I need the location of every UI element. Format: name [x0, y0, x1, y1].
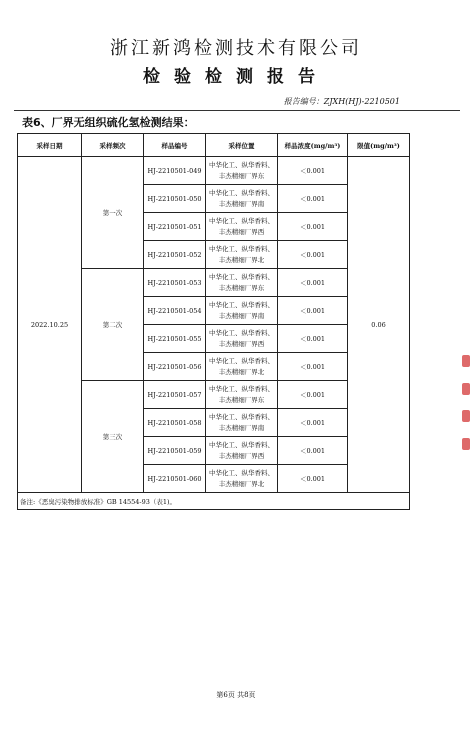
location-line: 中华化工、纵华香料、: [209, 300, 274, 309]
sampling-location: [206, 213, 278, 241]
location-line: 丰杰精细厂界北: [218, 255, 265, 264]
location-line: 中华化工、纵华香料、: [209, 384, 274, 393]
header-divider: [14, 110, 460, 111]
location-line: 中华化工、纵华香料、: [209, 244, 274, 253]
sample-id: HJ-2210501-053: [144, 269, 206, 297]
location-line: 中华化工、纵华香料、: [209, 272, 274, 281]
sample-id: HJ-2210501-054: [144, 297, 206, 325]
sample-id: HJ-2210501-050: [144, 185, 206, 213]
seal-mark: [462, 410, 470, 422]
sample-id: HJ-2210501-051: [144, 213, 206, 241]
location-line: 中华化工、纵华香料、: [209, 216, 274, 225]
sampling-location: [206, 465, 278, 493]
sample-concentration: ＜0.001: [278, 465, 348, 493]
seal-mark: [462, 355, 470, 367]
sample-id: HJ-2210501-049: [144, 157, 206, 185]
report-number: 报告编号：ZJXH(HJ)-2210501: [283, 97, 400, 106]
sampling-location: [206, 437, 278, 465]
sampling-frequency: 第一次: [82, 157, 144, 269]
location-line: 丰杰精细厂界东: [218, 283, 265, 292]
report-title: 检验检测报告: [143, 67, 329, 87]
location-line: 丰杰精细厂界北: [218, 367, 265, 376]
sample-concentration: ＜0.001: [278, 409, 348, 437]
location-line: 丰杰精细厂界西: [218, 227, 265, 236]
sample-id: HJ-2210501-059: [144, 437, 206, 465]
sample-concentration: ＜0.001: [278, 213, 348, 241]
sample-concentration: ＜0.001: [278, 157, 348, 185]
location-line: 中华化工、纵华香料、: [209, 160, 274, 169]
sampling-location: [206, 297, 278, 325]
location-line: 丰杰精细厂界东: [218, 395, 265, 404]
section-title: 表6、厂界无组织硫化氢检测结果：: [22, 116, 195, 129]
sample-date: 2022.10.25: [18, 157, 82, 493]
sample-concentration: ＜0.001: [278, 381, 348, 409]
sample-id: HJ-2210501-060: [144, 465, 206, 493]
seal-mark: [462, 438, 470, 450]
company-name: 浙江新鸿检测技术有限公司: [110, 38, 362, 59]
location-line: 中华化工、纵华香料、: [209, 356, 274, 365]
location-line: 丰杰精细厂界西: [218, 339, 265, 348]
location-line: 中华化工、纵华香料、: [209, 412, 274, 421]
location-line: 丰杰精细厂界北: [218, 479, 265, 488]
column-header: 采样位置: [206, 134, 278, 157]
location-line: 中华化工、纵华香料、: [209, 188, 274, 197]
sampling-location: [206, 409, 278, 437]
sampling-location: [206, 185, 278, 213]
location-line: 丰杰精细厂界南: [218, 311, 265, 320]
sampling-location: [206, 241, 278, 269]
table-header-row: [18, 134, 410, 157]
sampling-location: [206, 157, 278, 185]
sample-id: HJ-2210501-058: [144, 409, 206, 437]
location-line: 丰杰精细厂界西: [218, 451, 265, 460]
location-line: 中华化工、纵华香料、: [209, 440, 274, 449]
results-table: [17, 133, 410, 510]
sampling-location: [206, 353, 278, 381]
sample-concentration: ＜0.001: [278, 325, 348, 353]
sample-concentration: ＜0.001: [278, 241, 348, 269]
column-header: 采样日期: [18, 134, 82, 157]
sample-concentration: ＜0.001: [278, 353, 348, 381]
location-line: 丰杰精细厂界东: [218, 171, 265, 180]
note-row: [18, 493, 410, 510]
sample-concentration: ＜0.001: [278, 185, 348, 213]
sample-concentration: ＜0.001: [278, 297, 348, 325]
sampling-frequency: 第三次: [82, 381, 144, 493]
column-header: 样品浓度(mg/m³): [278, 134, 348, 157]
location-line: 丰杰精细厂界南: [218, 423, 265, 432]
sample-concentration: ＜0.001: [278, 437, 348, 465]
column-header: 采样频次: [82, 134, 144, 157]
seal-mark: [462, 383, 470, 395]
page-footer: 第6页 共8页: [216, 691, 256, 699]
sample-id: HJ-2210501-052: [144, 241, 206, 269]
table-row: [18, 157, 410, 185]
location-line: 中华化工、纵华香料、: [209, 328, 274, 337]
sampling-location: [206, 381, 278, 409]
sample-concentration: ＜0.001: [278, 269, 348, 297]
seal-stamp-edge: [460, 355, 472, 450]
sampling-location: [206, 269, 278, 297]
sample-id: HJ-2210501-057: [144, 381, 206, 409]
column-header: 样品编号: [144, 134, 206, 157]
sampling-frequency: 第二次: [82, 269, 144, 381]
location-line: 丰杰精细厂界南: [218, 199, 265, 208]
column-header: 限值(mg/m³): [348, 134, 410, 157]
location-line: 中华化工、纵华香料、: [209, 468, 274, 477]
limit-value: 0.06: [348, 157, 410, 493]
sample-id: HJ-2210501-056: [144, 353, 206, 381]
sampling-location: [206, 325, 278, 353]
sample-id: HJ-2210501-055: [144, 325, 206, 353]
table-note: 备注:《恶臭污染物排放标准》GB 14554-93（表1)。: [18, 493, 410, 510]
